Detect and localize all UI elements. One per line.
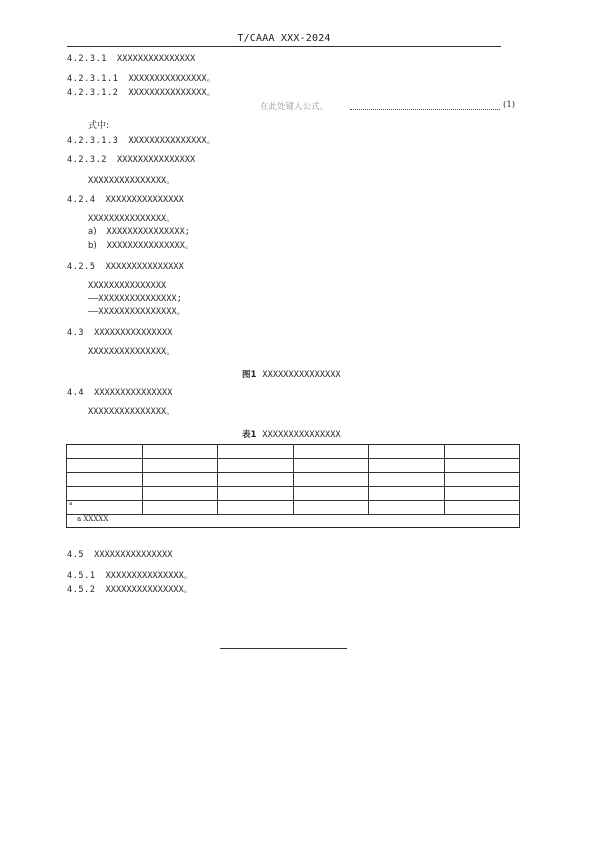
table-1 (66, 444, 520, 528)
clause-number: 4.5.1 (67, 571, 96, 581)
header-rule (67, 46, 501, 47)
section-body: XXXXXXXXXXXXXXX。 (88, 407, 175, 417)
clause-text: XXXXXXXXXXXXXXX。 (128, 88, 216, 98)
footnote-marker: a (69, 501, 73, 507)
section-title: XXXXXXXXXXXXXXX (117, 54, 196, 64)
clause-4-5-1 (67, 571, 192, 581)
document-header-title: T/CAAA XXX-2024 (237, 33, 331, 44)
table-cell[interactable] (218, 501, 294, 515)
table-cell[interactable] (293, 487, 369, 501)
table-cell[interactable] (369, 487, 445, 501)
table-cell[interactable] (218, 487, 294, 501)
section-body: XXXXXXXXXXXXXXX。 (88, 214, 175, 224)
table-cell[interactable] (67, 459, 143, 473)
table-cell[interactable] (142, 459, 218, 473)
clause-4-2-3-1-2 (67, 88, 215, 98)
dash-item: ——XXXXXXXXXXXXXXX; (88, 294, 182, 304)
table-cell[interactable] (67, 487, 143, 501)
table-cell[interactable] (142, 473, 218, 487)
table-row (67, 487, 520, 501)
dash-item: ——XXXXXXXXXXXXXXX。 (88, 307, 186, 317)
table-cell[interactable] (444, 501, 520, 515)
section-4-3 (67, 328, 172, 338)
where-label: 式中: (88, 121, 110, 131)
list-text: XXXXXXXXXXXXXXX。 (106, 241, 194, 251)
clause-number: 4.2.3.1.2 (67, 88, 119, 98)
section-number: 4.2.4 (67, 195, 96, 205)
table-cell[interactable] (218, 473, 294, 487)
section-title: XXXXXXXXXXXXXXX (105, 195, 184, 205)
clause-number: 4.5.2 (67, 585, 96, 595)
section-title: XXXXXXXXXXXXXXX (94, 388, 173, 398)
figure-label: 图1 (242, 370, 257, 380)
table-cell[interactable] (369, 445, 445, 459)
table-cell[interactable] (369, 473, 445, 487)
section-number: 4.5 (67, 550, 85, 560)
table-cell[interactable] (293, 501, 369, 515)
table-cell[interactable] (142, 501, 218, 515)
end-of-document-rule (220, 648, 347, 649)
section-body: XXXXXXXXXXXXXXX (88, 281, 167, 291)
table-cell[interactable] (293, 445, 369, 459)
formula-number: (1) (503, 100, 516, 110)
table-cell[interactable] (67, 501, 143, 515)
list-text: XXXXXXXXXXXXXXX; (106, 227, 191, 237)
section-number: 4.2.3.2 (67, 155, 108, 165)
clause-text: XXXXXXXXXXXXXXX。 (128, 74, 216, 84)
table-row (67, 473, 520, 487)
section-title: XXXXXXXXXXXXXXX (94, 328, 173, 338)
section-body: XXXXXXXXXXXXXXX。 (88, 176, 175, 186)
table-cell[interactable] (444, 445, 520, 459)
table-cell[interactable] (67, 473, 143, 487)
table-cell[interactable] (142, 445, 218, 459)
section-4-2-4 (67, 195, 184, 205)
table-row (67, 445, 520, 459)
table-cell[interactable] (369, 459, 445, 473)
table-note: a XXXXX (67, 515, 520, 528)
clause-4-2-3-1-3 (67, 136, 215, 146)
table-cell[interactable] (218, 459, 294, 473)
table-title: XXXXXXXXXXXXXXX (262, 430, 341, 440)
clause-number: 4.2.3.1.1 (67, 74, 119, 84)
section-number: 4.2.3.1 (67, 54, 108, 64)
section-number: 4.4 (67, 388, 85, 398)
clause-text: XXXXXXXXXXXXXXX。 (105, 585, 193, 595)
table-cell[interactable] (293, 459, 369, 473)
table-row (67, 501, 520, 515)
table-cell[interactable] (293, 473, 369, 487)
section-4-2-5 (67, 262, 184, 272)
table-cell[interactable] (444, 459, 520, 473)
formula-leader-dots (350, 100, 500, 110)
table-1-caption (242, 428, 341, 440)
section-title: XXXXXXXXXXXXXXX (105, 262, 184, 272)
section-title: XXXXXXXXXXXXXXX (117, 155, 196, 165)
section-title: XXXXXXXXXXXXXXX (94, 550, 173, 560)
clause-text: XXXXXXXXXXXXXXX。 (105, 571, 193, 581)
clause-4-2-3-1-1 (67, 74, 215, 84)
section-4-5 (67, 550, 172, 560)
formula-placeholder[interactable]: 在此处键入公式。 (260, 102, 329, 112)
table-cell[interactable] (444, 487, 520, 501)
section-number: 4.3 (67, 328, 85, 338)
section-body: XXXXXXXXXXXXXXX。 (88, 347, 175, 357)
table-note-row (67, 515, 520, 528)
clause-number: 4.2.3.1.3 (67, 136, 119, 146)
table-cell[interactable] (218, 445, 294, 459)
clause-4-5-2 (67, 585, 192, 595)
section-4-2-3-2 (67, 155, 195, 165)
list-item-a (88, 227, 190, 237)
figure-title: XXXXXXXXXXXXXXX (262, 370, 341, 380)
table-cell[interactable] (142, 487, 218, 501)
table-cell[interactable] (444, 473, 520, 487)
table-cell[interactable] (369, 501, 445, 515)
figure-1-caption (242, 368, 341, 380)
clause-text: XXXXXXXXXXXXXXX。 (128, 136, 216, 146)
table-row (67, 459, 520, 473)
section-4-4 (67, 388, 172, 398)
section-4-2-3-1 (67, 54, 195, 64)
table-label: 表1 (242, 430, 257, 440)
list-label: b) (88, 241, 97, 251)
section-number: 4.2.5 (67, 262, 96, 272)
list-item-b (88, 241, 194, 251)
list-label: a) (88, 227, 97, 237)
table-cell[interactable] (67, 445, 143, 459)
